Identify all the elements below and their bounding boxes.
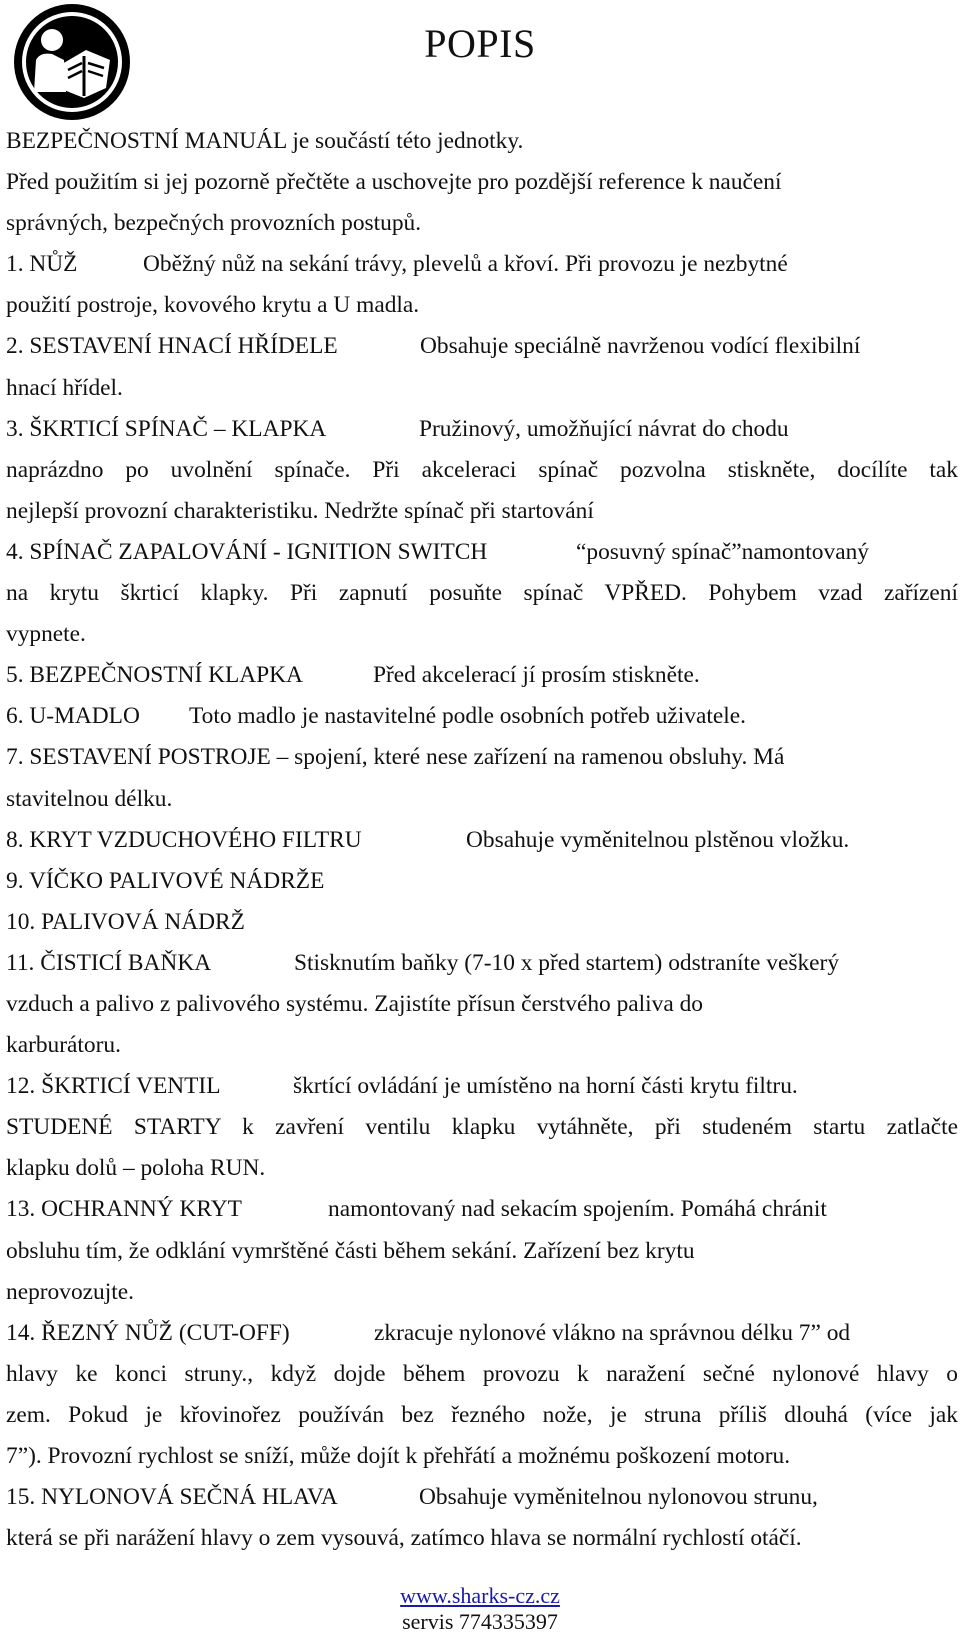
intro-line-2: Před použitím si jej pozorně přečtěte a uschovejte pro pozdější reference k naučení bbox=[6, 169, 782, 196]
item-1-line-2: použití postroje, kovového krytu a U madla. bbox=[6, 292, 420, 319]
item-12-line-1 bbox=[6, 1066, 958, 1107]
item-4-line-1 bbox=[6, 532, 958, 573]
item-8-line-1 bbox=[6, 820, 958, 861]
item-13-heading: 13. OCHRANNÝ KRYT bbox=[6, 1196, 242, 1223]
item-12-description: škrtící ovládání je umístěno na horní části krytu filtru. bbox=[293, 1073, 798, 1100]
item-11-line-1 bbox=[6, 943, 958, 984]
item-15-line-1 bbox=[6, 1477, 958, 1518]
item-5-line-1 bbox=[6, 655, 958, 696]
item-14-line-1 bbox=[6, 1313, 958, 1354]
item-2-line-1 bbox=[6, 326, 958, 367]
item-1-heading: 1. NŮŽ bbox=[6, 251, 78, 278]
item-6-heading: 6. U-MADLO bbox=[6, 703, 140, 730]
item-3-heading: 3. ŠKRTICÍ SPÍNAČ – KLAPKA bbox=[6, 415, 327, 442]
item-11-line-2: vzduch a palivo z palivového systému. Zajistíte přísun čerstvého paliva do bbox=[6, 990, 703, 1017]
footer bbox=[0, 1583, 960, 1635]
item-8-heading: 8. KRYT VZDUCHOVÉHO FILTRU bbox=[6, 826, 362, 853]
website-link[interactable]: www.sharks-cz.cz bbox=[400, 1583, 560, 1608]
item-4-line-2: na krytu škrticí klapky. Při zapnutí posuňte spínač VPŘED. Pohybem vzad zařízení bbox=[6, 580, 958, 607]
intro-line-3: správných, bezpečných provozních postupů. bbox=[6, 210, 422, 237]
manual-body bbox=[6, 121, 958, 1559]
item-13-line-3: neprovozujte. bbox=[6, 1278, 134, 1305]
item-13-line-2: obsluhu tím, že odklání vymrštěné části během sekání. Zařízení bez krytu bbox=[6, 1237, 695, 1264]
item-3-line-2: naprázdno po uvolnění spínače. Při akceleraci spínač pozvolna stiskněte, docílíte tak bbox=[6, 456, 958, 483]
item-14-line-3: zem. Pokud je křovinořez používán bez řezného nože, je struna příliš dlouhá (více jak bbox=[6, 1401, 958, 1428]
item-15-heading: 15. NYLONOVÁ SEČNÁ HLAVA bbox=[6, 1484, 338, 1511]
item-7-heading: 7. SESTAVENÍ POSTROJE bbox=[6, 744, 271, 771]
item-6-description: Toto madlo je nastavitelné podle osobních potřeb uživatele. bbox=[189, 703, 746, 730]
item-13-line-1 bbox=[6, 1189, 958, 1230]
item-12-heading: 12. ŠKRTICÍ VENTIL bbox=[6, 1073, 221, 1100]
item-4-heading: 4. SPÍNAČ ZAPALOVÁNÍ - IGNITION SWITCH bbox=[6, 538, 488, 565]
item-14-line-2: hlavy ke konci struny., když dojde během provozu k naražení sečné nylonové hlavy o bbox=[6, 1360, 958, 1387]
item-2-heading: 2. SESTAVENÍ HNACÍ HŘÍDELE bbox=[6, 333, 338, 360]
item-7-description: – spojení, které nese zařízení na ramenou obsluhy. Má bbox=[276, 744, 785, 771]
item-11-heading: 11. ČISTICÍ BAŇKA bbox=[6, 949, 212, 976]
item-3-line-1 bbox=[6, 409, 958, 450]
item-7-line-2: stavitelnou délku. bbox=[6, 785, 173, 812]
item-13-description: namontovaný nad sekacím spojením. Pomáhá chránit bbox=[328, 1196, 827, 1223]
item-5-description: Před akcelerací jí prosím stiskněte. bbox=[373, 662, 700, 689]
item-3-description: Pružinový, umožňující návrat do chodu bbox=[419, 415, 789, 442]
item-8-description: Obsahuje vyměnitelnou plstěnou vložku. bbox=[466, 826, 850, 853]
item-5-heading: 5. BEZPEČNOSTNÍ KLAPKA bbox=[6, 662, 303, 689]
item-9-heading: 9. VÍČKO PALIVOVÉ NÁDRŽE bbox=[6, 867, 325, 894]
item-3-line-3: nejlepší provozní charakteristiku. Nedržte spínač při startování bbox=[6, 497, 594, 524]
item-1-description: Oběžný nůž na sekání trávy, plevelů a křoví. Při provozu je nezbytné bbox=[143, 251, 788, 278]
item-1-line-1 bbox=[6, 244, 958, 285]
item-15-line-2: která se při narážení hlavy o zem vysouvá, zatímco hlava se normální rychlostí otáčí. bbox=[6, 1525, 802, 1552]
item-6-line-1 bbox=[6, 696, 958, 737]
item-14-heading: 14. ŘEZNÝ NŮŽ (CUT-OFF) bbox=[6, 1319, 290, 1346]
item-2-description: Obsahuje speciálně navrženou vodící flexibilní bbox=[420, 333, 861, 360]
item-11-line-3: karburátoru. bbox=[6, 1032, 121, 1059]
item-10-heading: 10. PALIVOVÁ NÁDRŽ bbox=[6, 908, 245, 935]
item-4-description: “posuvný spínač”namontovaný bbox=[576, 538, 869, 565]
item-14-line-4: 7”). Provozní rychlost se sníží, může dojít k přehřátí a možnému poškození motoru. bbox=[6, 1443, 791, 1469]
item-12-line-2: STUDENÉ STARTY k zavření ventilu klapku vytáhněte, při studeném startu zatlačte bbox=[6, 1114, 958, 1141]
intro-line-1: BEZPEČNOSTNÍ MANUÁL je součástí této jednotky. bbox=[6, 128, 524, 154]
item-2-line-2: hnací hřídel. bbox=[6, 374, 123, 401]
page-title: POPIS bbox=[424, 21, 536, 66]
item-12-line-3: klapku dolů – poloha RUN. bbox=[6, 1155, 266, 1182]
item-14-description: zkracuje nylonové vlákno na správnou délku 7” od bbox=[374, 1319, 851, 1346]
item-4-line-3: vypnete. bbox=[6, 621, 86, 648]
service-phone: servis 774335397 bbox=[402, 1609, 558, 1634]
item-11-description: Stisknutím baňky (7-10 x před startem) odstraníte veškerý bbox=[294, 949, 840, 976]
item-15-description: Obsahuje vyměnitelnou nylonovou strunu, bbox=[419, 1484, 818, 1511]
item-7-line-1 bbox=[6, 737, 958, 778]
